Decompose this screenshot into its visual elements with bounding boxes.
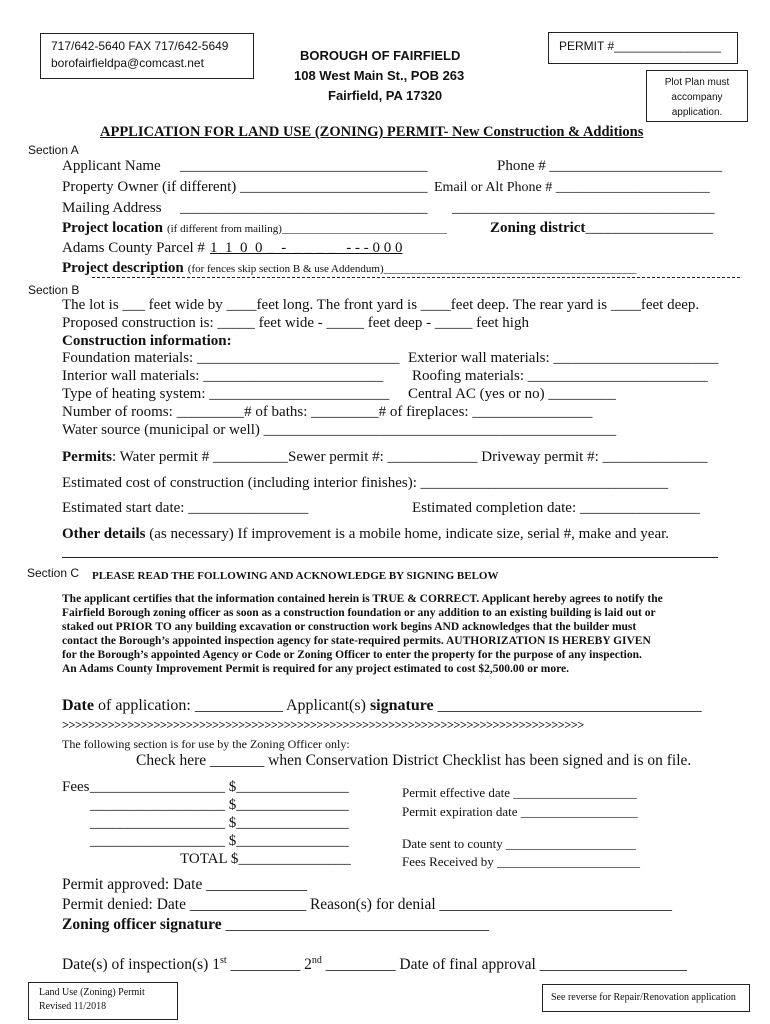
arrow-divider: >>>>>>>>>>>>>>>>>>>>>>>>>>>>>>>>>>>>>>>>>>>>>>>>>>>>>>>>>>>>>>>>>>>>>>>>>>>>>>>> xyxy=(62,718,584,732)
section-b-label: Section B xyxy=(28,283,80,297)
other-details-blank[interactable] xyxy=(62,557,718,558)
permits-label: Permits xyxy=(62,449,112,465)
estimated-cost-field[interactable]: Estimated cost of construction (including interior finishes): _________________________________ xyxy=(62,475,669,491)
proposed-construction-line[interactable]: Proposed construction is: _____ feet wide - _____ feet deep - _____ feet high xyxy=(62,315,529,331)
fee-row[interactable]: __________________ $_______________ xyxy=(90,797,349,813)
form-title: APPLICATION FOR LAND USE (ZONING) PERMIT- New Construction & Additions xyxy=(100,124,644,140)
borough-city: Fairfield, PA 17320 xyxy=(328,88,443,103)
date-sent-to-county[interactable]: Date sent to county ____________________ xyxy=(402,836,636,851)
mailing-address-blank-1[interactable]: _________________________________ xyxy=(180,200,428,216)
fee-row[interactable]: __________________ $_______________ xyxy=(90,833,349,849)
certification-line: The applicant certifies that the information contained herein is TRUE & CORRECT. Applicant hereby agrees to notify the xyxy=(62,593,663,605)
zoning-officer-signature-row xyxy=(62,916,489,934)
fee-row[interactable]: __________________ $_______________ xyxy=(90,815,349,831)
permit-denied-field[interactable]: Permit denied: Date _______________ Reason(s) for denial ______________________________ xyxy=(62,896,673,913)
permit-number-box xyxy=(548,32,738,64)
section-divider-a xyxy=(92,277,740,278)
permits-row xyxy=(62,449,708,466)
phone-field[interactable]: Phone # _______________________ xyxy=(497,158,722,174)
fees-label: Fees xyxy=(62,779,90,795)
zoning-district-label: Zoning district xyxy=(490,220,586,236)
interior-wall-field[interactable]: Interior wall materials: ________________________ xyxy=(62,368,384,384)
other-details-label: Other details xyxy=(62,526,146,542)
plot-plan-note-box xyxy=(646,70,748,122)
section-c-label: Section C xyxy=(27,566,80,580)
certification-line: staked out PRIOR TO any building excavation or construction work begins AND acknowledges that the builder must xyxy=(62,621,637,633)
form-name: Land Use (Zoning) Permit xyxy=(39,987,145,998)
mailing-address-blank-2[interactable]: ___________________________________ xyxy=(452,200,715,216)
acknowledge-heading: PLEASE READ THE FOLLOWING AND ACKNOWLEDGE BY SIGNING BELOW xyxy=(92,570,499,582)
see-reverse-note: See reverse for Repair/Renovation application xyxy=(551,992,736,1003)
conservation-checklist-line[interactable]: Check here _______ when Conservation District Checklist has been signed and is on file. xyxy=(136,752,692,769)
water-source-field[interactable]: Water source (municipal or well) _______________________________________________ xyxy=(62,422,617,438)
certification-line: An Adams County Improvement Permit is required for any project estimated to cost $2,500.00 or more. xyxy=(62,663,570,675)
estimated-completion-field[interactable]: Estimated completion date: ________________ xyxy=(412,500,700,516)
permit-number-label: PERMIT #________________ xyxy=(559,39,721,53)
applicant-name-label: Applicant Name xyxy=(62,158,161,174)
inspection-dates-field[interactable]: Date(s) of inspection(s) 1st _________ 2nd _________ Date of final approval ___________________ xyxy=(62,955,687,974)
exterior-wall-field[interactable]: Exterior wall materials: ______________________ xyxy=(408,350,719,366)
project-description-label: Project description xyxy=(62,260,184,276)
officer-use-note: The following section is for use by the Zoning Officer only: xyxy=(62,737,350,751)
plot-plan-note: Plot Plan must accompany application. xyxy=(664,77,730,118)
form-id-box xyxy=(28,982,178,1020)
heating-field[interactable]: Type of heating system: ________________________ xyxy=(62,386,390,402)
email-alt-phone-field[interactable]: Email or Alt Phone # ______________________ xyxy=(434,180,710,195)
other-details-row xyxy=(62,526,669,543)
contact-phone: 717/642-5640 FAX 717/642-5649 xyxy=(51,39,229,53)
certification-paragraph xyxy=(62,592,663,676)
date-label: Date xyxy=(62,697,94,714)
signature-label: signature xyxy=(369,697,434,714)
borough-name: BOROUGH OF FAIRFIELD xyxy=(300,48,461,63)
form-revised: Revised 11/2018 xyxy=(39,1001,107,1012)
lot-dimensions-line[interactable]: The lot is ___ feet wide by ____feet long. The front yard is ____feet deep. The rear yard is ____feet deep. xyxy=(62,297,700,313)
project-location-row xyxy=(62,219,447,237)
permit-expiration-date[interactable]: Permit expiration date __________________ xyxy=(402,804,638,819)
roofing-field[interactable]: Roofing materials: ________________________ xyxy=(412,368,708,384)
signature-field[interactable]: _________________________________ xyxy=(433,697,702,714)
foundation-materials-field[interactable]: Foundation materials: ___________________________ xyxy=(62,350,400,366)
mailing-address-label: Mailing Address xyxy=(62,200,162,216)
project-description-row xyxy=(62,259,637,277)
date-application-field[interactable]: of application: ___________ Applicant(s) xyxy=(93,697,370,714)
parcel-value[interactable]: 1 1 0 0 _ - _ _ _ _ - - - 0 0 0 xyxy=(210,240,403,256)
permit-approved-field[interactable]: Permit approved: Date _____________ xyxy=(62,876,307,893)
fee-row[interactable]: __________________ $_______________ xyxy=(90,779,349,795)
zoning-officer-signature-field[interactable]: __________________________________ xyxy=(221,916,489,933)
permits-fields[interactable]: : Water permit # __________Sewer permit #: ____________ Driveway permit #: ______________ xyxy=(111,449,708,465)
construction-info-heading: Construction information: xyxy=(62,333,232,349)
permit-effective-date[interactable]: Permit effective date ___________________ xyxy=(402,785,637,800)
contact-email: borofairfieldpa@comcast.net xyxy=(51,56,204,70)
certification-line: for the Borough’s appointed Agency or Code or Zoning Officer to enter the property for the purpose of any inspection. xyxy=(62,649,642,661)
project-location-note[interactable]: (if different from mailing)______________________________ xyxy=(166,223,447,235)
zoning-officer-signature-label: Zoning officer signature xyxy=(62,916,222,933)
other-details-text: (as necessary) If improvement is a mobile home, indicate size, serial #, make and year. xyxy=(145,526,670,542)
project-description-note[interactable]: (for fences skip section B & use Addendum)______________________________________________ xyxy=(187,263,637,275)
section-a-label: Section A xyxy=(28,143,79,157)
estimated-start-field[interactable]: Estimated start date: ________________ xyxy=(62,500,309,516)
rooms-baths-fireplaces[interactable]: Number of rooms: _________# of baths: _________# of fireplaces: ________________ xyxy=(62,404,593,420)
parcel-label: Adams County Parcel # xyxy=(62,240,205,256)
zoning-district-blank[interactable]: _________________ xyxy=(585,220,713,236)
property-owner-field[interactable]: Property Owner (if different) _________________________ xyxy=(62,179,428,195)
certification-line: Fairfield Borough zoning officer as soon as a construction foundation or any addition to an existing building is laid out or xyxy=(62,607,656,619)
date-signature-row xyxy=(62,697,702,715)
fees-received-by[interactable]: Fees Received by ______________________ xyxy=(402,854,640,869)
applicant-name-blank[interactable]: _________________________________ xyxy=(180,158,428,174)
see-reverse-box xyxy=(542,984,750,1012)
certification-line: contact the Borough’s appointed inspection agency for state-required permits. AUTHORIZATION IS HEREBY GIVEN xyxy=(62,635,651,647)
fees-total[interactable]: TOTAL $_______________ xyxy=(180,851,351,867)
central-ac-field[interactable]: Central AC (yes or no) _________ xyxy=(408,386,616,402)
borough-address: 108 West Main St., POB 263 xyxy=(294,68,465,83)
zoning-district-row xyxy=(490,219,713,237)
project-location-label: Project location xyxy=(62,220,163,236)
contact-box xyxy=(40,33,254,79)
